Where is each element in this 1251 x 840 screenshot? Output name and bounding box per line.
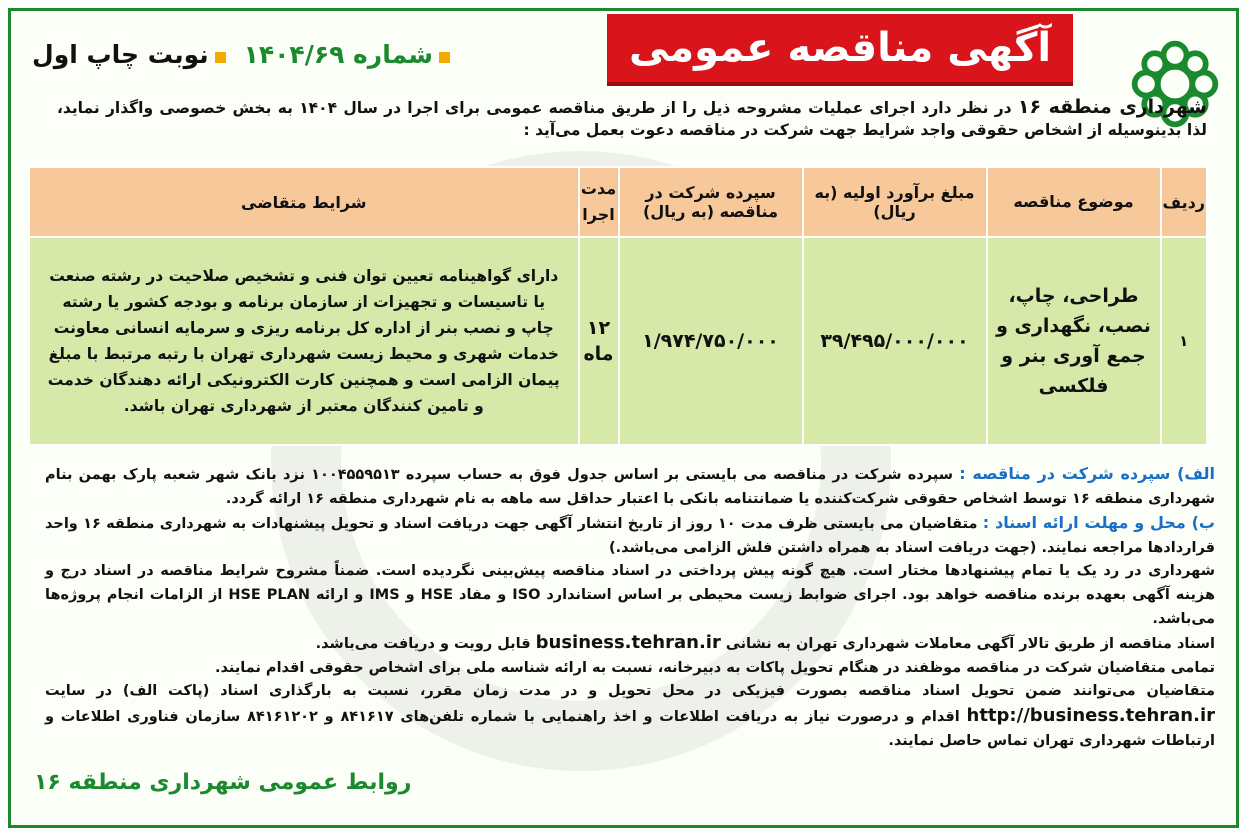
print-round: نوبت چاپ اول <box>32 40 226 69</box>
header-duration: مدت اجرا <box>579 167 619 237</box>
notice-body <box>45 462 1215 753</box>
site-url-link[interactable]: http://business.tehran.ir <box>966 704 1215 726</box>
intro-text: در نظر دارد اجرای عملیات مشروحه ذیل را از طریق مناقصه عمومی برای اجرا در سال ۱۴۰۴ به بخش خصوصی واگذار نماید، لذا بدینوسیله از اشخاص حقوقی واجد شرایط جهت شرکت در مناقصه دعوت بعمل می‌آید : <box>57 99 1207 139</box>
public-relations-signature: روابط عمومی شهرداری منطقه ۱۶ <box>34 770 412 795</box>
notice-number-line <box>32 40 450 69</box>
cell-subject: طراحی، چاپ، نصب، نگهداری و جمع آوری بنر و فلکسی <box>987 237 1161 445</box>
notice-number: شماره ۱۴۰۴/۶۹ <box>244 40 450 69</box>
header-subject: موضوع مناقصه <box>987 167 1161 237</box>
bullet-icon <box>215 52 226 63</box>
table-row <box>29 237 1207 445</box>
header-deposit: سپرده شرکت در مناقصه (به ریال) <box>619 167 803 237</box>
section-b <box>45 511 1215 560</box>
cell-duration: ۱۲ ماه <box>579 237 619 445</box>
cell-conditions: دارای گواهینامه تعیین توان فنی و تشخیص صلاحیت در رشته صنعت یا تاسیسات و تجهیزات از سازمان برنامه و بودجه کشور یا رشته چاپ و نصب بنر از اداره کل برنامه ریزی و سرمایه انسانی معاونت خدمات شهری و محیط زیست شهرداری تهران با رتبه مرتبط با مبلغ پیمان الزامی است و همچنین کارت الکترونیکی ارائه دهندگان خدمت و تامین کنندگان معتبر از شهرداری تهران باشد. <box>29 237 579 445</box>
paragraph-upload: متقاضیان می‌توانند ضمن تحویل اسناد مناقصه بصورت فیزیکی در محل تحویل و در مدت زمان مقرر، نسبت به بارگذاری اسناد (پاکت الف) در سایت http://business.tehran.ir اقدام و درصورت نیاز به دریافت اطلاعات و اخذ راهنمایی با شماره تلفن‌های ۸۴۱۶۱۷ و ۸۴۱۶۱۲۰۲ سازمان فناوری اطلاعات و ارتباطات شهرداری تهران تماس حاصل نمایند. <box>45 683 1215 749</box>
section-a-text: سپرده شرکت در مناقصه می بایستی بر اساس جدول فوق به حساب سپرده ۱۰۰۴۵۵۹۵۱۳ نزد بانک شهر شعبه پارک بهمن بنام شهرداری منطقه ۱۶ توسط اشخاص حقوقی شرکت‌کننده یا ضمانتنامه بانکی با اعتبار حداقل سه ماهه به نام شهرداری منطقه ۱۶ ارائه گردد. <box>45 467 1215 507</box>
header-row-number: ردیف <box>1161 167 1207 237</box>
notice-title: آگهی مناقصه عمومی <box>607 14 1073 86</box>
section-b-label: ب) محل و مهلت ارائه اسناد : <box>982 513 1215 533</box>
organization-name: شهرداری منطقه ۱۶ <box>1017 96 1207 118</box>
intro-paragraph <box>57 96 1207 141</box>
tender-table <box>28 166 1208 446</box>
cell-row-number: ۱ <box>1161 237 1207 445</box>
paragraph-terms: شهرداری در رد یک یا تمام پیشنهادها مختار است. هیچ گونه پیش پرداختی در اسناد مناقصه پیش‌بینی نگردیده است. ضمناً مشروح شرایط مناقصه در اسناد درج و هزینه آگهی بعهده برنده مناقصه خواهد بود. اجرای ضوابط زیست محیطی بر اساس استاندارد ISO و مفاد HSE و IMS و ارائه HSE PLAN از الزامات انجام پروژه‌ها می‌باشد. <box>45 563 1216 627</box>
bullet-icon <box>439 52 450 63</box>
header-estimate: مبلغ برآورد اولیه (به ریال) <box>803 167 987 237</box>
table-header-row <box>29 167 1207 237</box>
header-conditions: شرایط متقاضی <box>29 167 579 237</box>
section-b-text: متقاضیان می بایستی ظرف مدت ۱۰ روز از تاریخ انتشار آگهی جهت دریافت اسناد و تحویل پیشنهادات به شهرداری منطقه ۱۶ واحد قراردادها مراجعه نمایند. (جهت دریافت اسناد به همراه داشتن فلش الزامی می‌باشد.) <box>45 516 1215 556</box>
site-link[interactable]: business.tehran.ir <box>535 632 721 654</box>
paragraph-documents: اسناد مناقصه از طریق تالار آگهی معاملات شهرداری تهران به نشانی business.tehran.ir قابل رویت و دریافت می‌باشد. <box>315 632 1215 654</box>
section-a <box>45 462 1215 511</box>
section-a-label: الف) سپرده شرکت در مناقصه : <box>959 464 1215 483</box>
cell-estimate: ۳۹/۴۹۵/۰۰۰/۰۰۰ <box>803 237 987 445</box>
cell-deposit: ۱/۹۷۴/۷۵۰/۰۰۰ <box>619 237 803 445</box>
paragraph-national-id: تمامی متقاضیان شرکت در مناقصه موظفند در هنگام تحویل پاکات به دبیرخانه، نسبت به ارائه شناسه ملی برای اشخاص حقوقی اقدام نمایند. <box>215 659 1215 676</box>
